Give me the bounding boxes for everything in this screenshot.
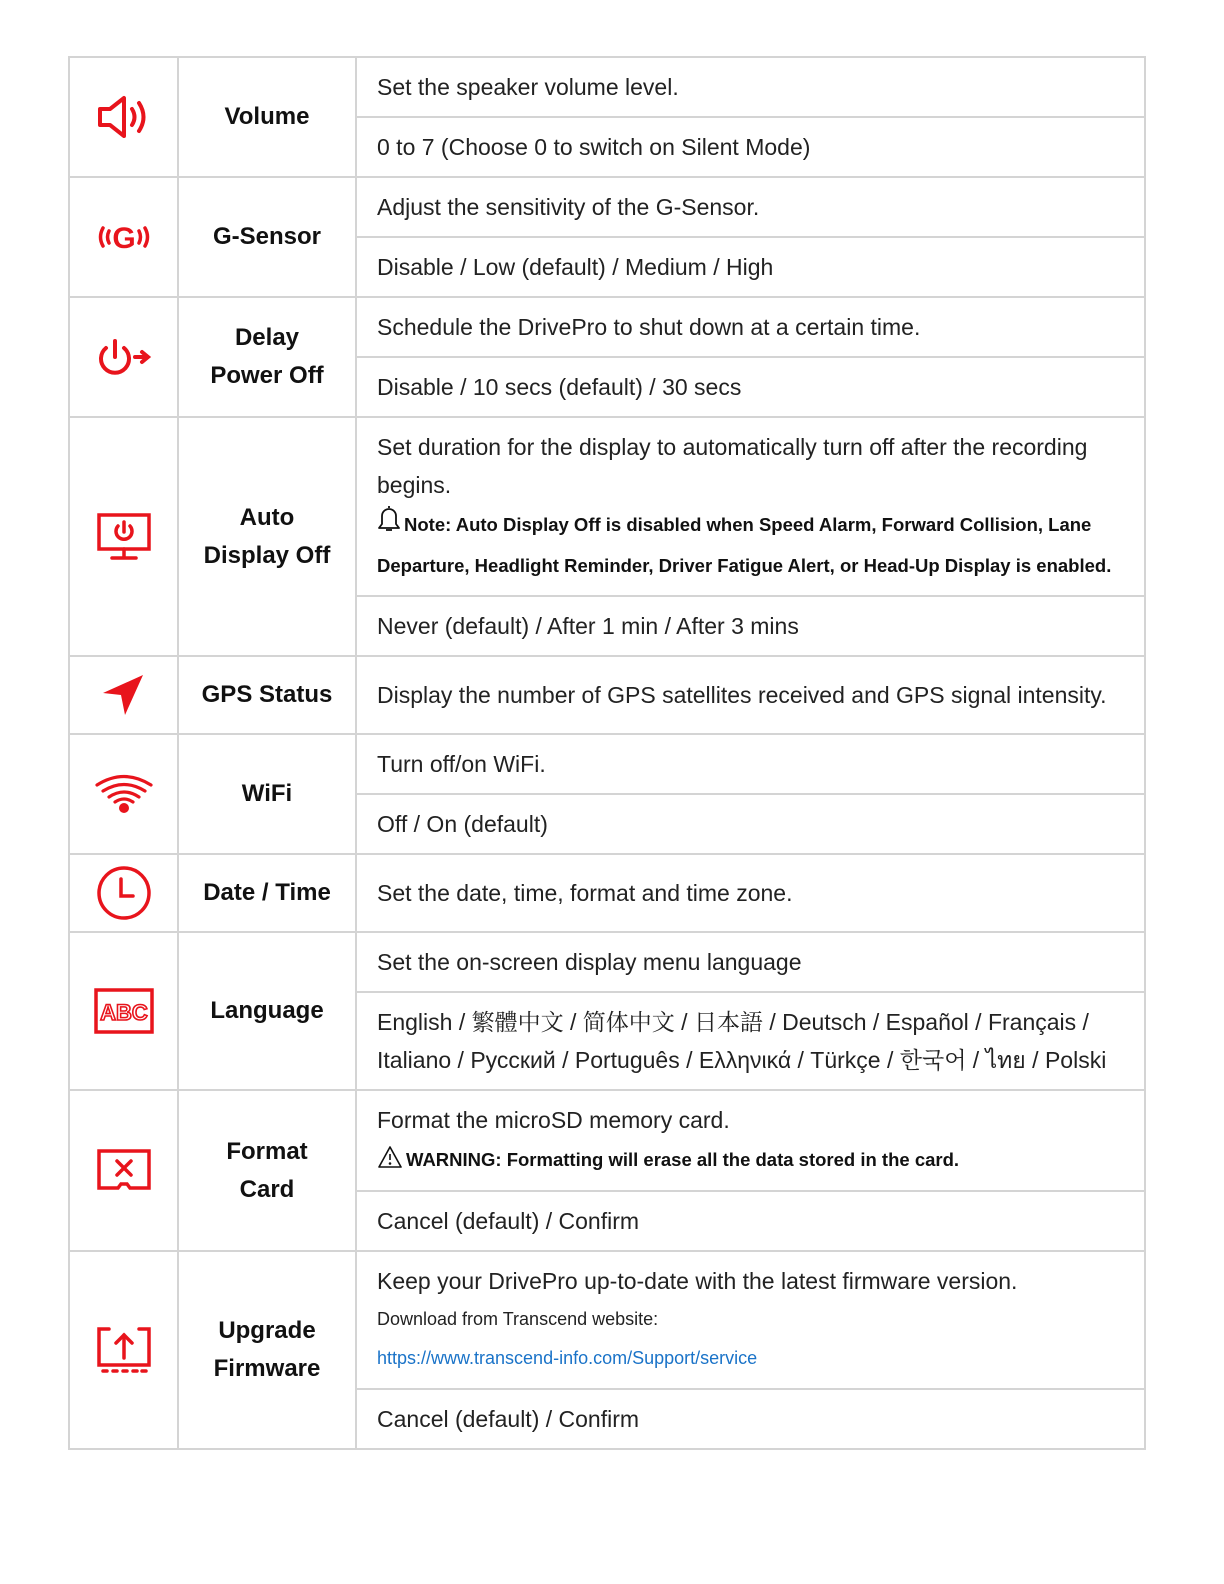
svg-text:ABC: ABC	[99, 1000, 148, 1025]
setting-name: GPS Status	[178, 656, 356, 734]
setting-name: Volume	[178, 57, 356, 177]
setting-description: Keep your DrivePro up-to-date with the latest firmware version.	[377, 1268, 1018, 1294]
support-link[interactable]: https://www.transcend-info.com/Support/service	[377, 1348, 758, 1368]
table-row	[69, 656, 1145, 734]
table-row	[69, 417, 1145, 596]
setting-name: Language	[178, 932, 356, 1090]
settings-table	[68, 56, 1146, 1450]
abc-icon	[70, 988, 177, 1034]
setting-name-line2: Firmware	[213, 1355, 321, 1382]
setting-description: Display the number of GPS satellites received and GPS signal intensity.	[356, 656, 1145, 734]
setting-name-line2: Display Off	[203, 541, 331, 569]
setting-options: Off / On (default)	[356, 794, 1145, 854]
table-row	[69, 177, 1145, 237]
setting-options: 0 to 7 (Choose 0 to switch on Silent Mode)	[356, 117, 1145, 177]
svg-text:G: G	[111, 222, 136, 255]
table-row	[69, 57, 1145, 117]
bell-icon	[377, 504, 401, 545]
setting-description: Turn off/on WiFi.	[356, 734, 1145, 794]
setting-name-line1: Upgrade	[218, 1317, 316, 1344]
table-row	[69, 854, 1145, 932]
setting-options-line1: English / 繁體中文 / 简体中文 / 日本語 / Deutsch / Español / Français /	[377, 1009, 1089, 1035]
setting-description: Schedule the DrivePro to shut down at a certain time.	[356, 297, 1145, 357]
card-format-icon	[70, 1148, 177, 1194]
wifi-icon	[70, 772, 177, 816]
setting-options: Cancel (default) / Confirm	[356, 1191, 1145, 1251]
setting-description: Set the on-screen display menu language	[356, 932, 1145, 992]
g-sensor-icon	[70, 219, 177, 255]
setting-options: Disable / 10 secs (default) / 30 secs	[356, 357, 1145, 417]
setting-options: Never (default) / After 1 min / After 3 mins	[356, 596, 1145, 656]
speaker-icon	[70, 94, 177, 140]
setting-name-line1: Delay	[234, 324, 300, 351]
setting-description: Format the microSD memory card.	[377, 1107, 730, 1133]
clock-icon	[70, 864, 177, 922]
display-power-icon	[70, 512, 177, 562]
setting-options: Cancel (default) / Confirm	[356, 1389, 1145, 1449]
download-label: Download from Transcend website:	[377, 1309, 659, 1329]
table-row	[69, 734, 1145, 794]
setting-name-line2: Card	[239, 1175, 295, 1203]
setting-description: Set the speaker volume level.	[356, 57, 1145, 117]
setting-name: Date / Time	[178, 854, 356, 932]
setting-description: Adjust the sensitivity of the G-Sensor.	[356, 177, 1145, 237]
warning-icon	[377, 1142, 403, 1180]
setting-name: G-Sensor	[178, 177, 356, 297]
firmware-upgrade-icon	[70, 1325, 177, 1375]
table-row	[69, 1251, 1145, 1389]
setting-name-line1: Auto	[239, 503, 295, 531]
table-row	[69, 297, 1145, 357]
table-row	[69, 1090, 1145, 1191]
setting-options: Disable / Low (default) / Medium / High	[356, 237, 1145, 297]
setting-description: Set duration for the display to automatically turn off after the recording begins.	[377, 434, 1088, 498]
gps-arrow-icon	[70, 673, 177, 717]
setting-name-line1: Format	[226, 1137, 308, 1165]
setting-name-line2: Power Off	[210, 362, 324, 389]
setting-options-line2: Italiano / Русский / Português / Ελληνικά / Türkçe / 한국어 / ไทย / Polski	[377, 1047, 1107, 1073]
power-timer-icon	[70, 337, 177, 377]
setting-name: WiFi	[178, 734, 356, 854]
setting-description: Set the date, time, format and time zone.	[356, 854, 1145, 932]
warning-text: WARNING: Formatting will erase all the data stored in the card.	[406, 1149, 960, 1170]
note-text: Note: Auto Display Off is disabled when Speed Alarm, Forward Collision, Lane Departure, Headlight Reminder, Driver Fatigue Alert, or Head-Up Display is enabled.	[377, 514, 1112, 576]
table-row	[69, 932, 1145, 992]
